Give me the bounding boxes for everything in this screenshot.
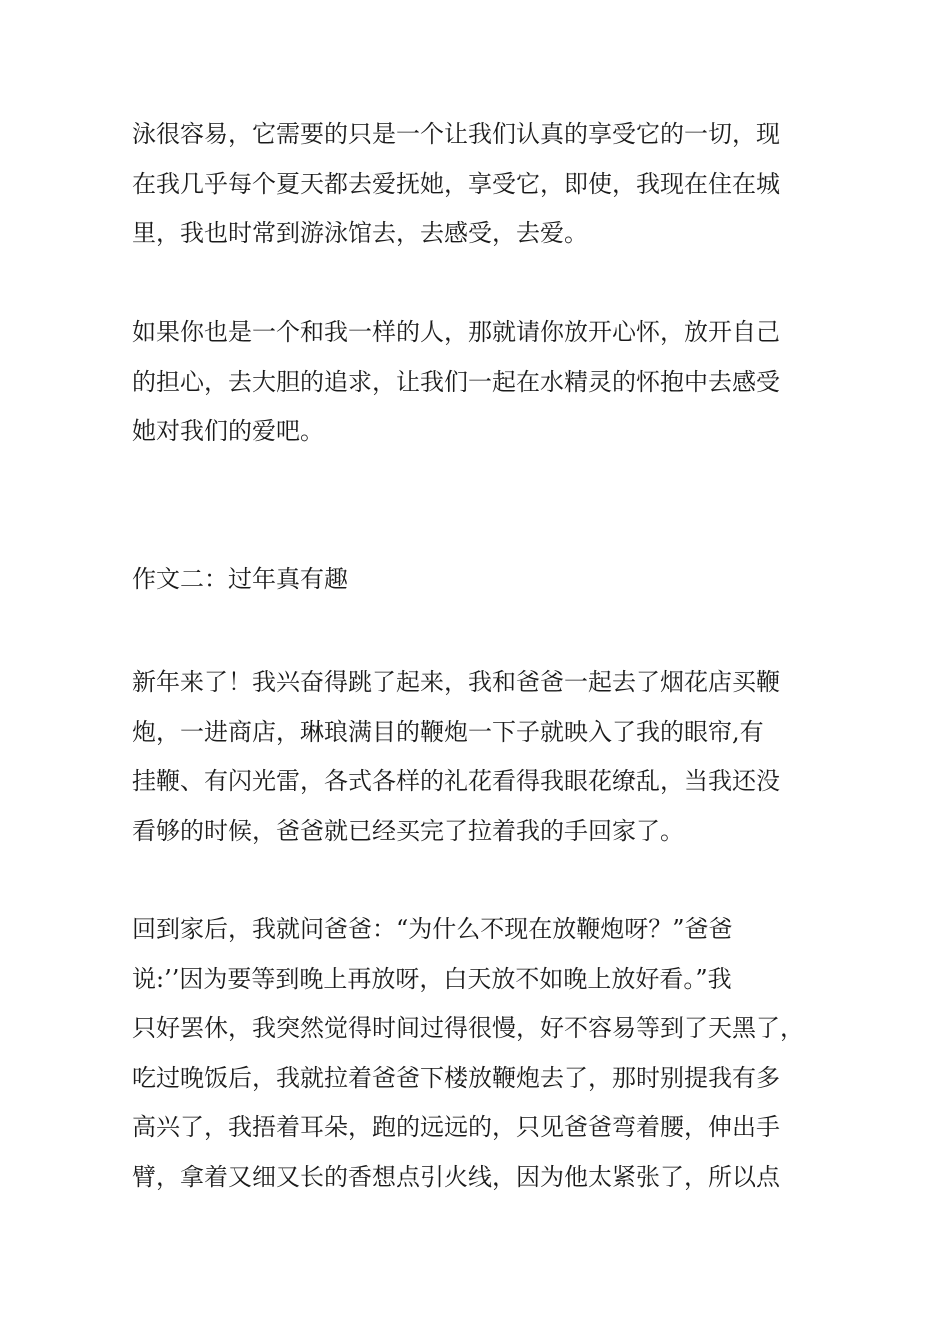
text-line: 新年来了！我兴奋得跳了起来，我和爸爸一起去了烟花店买鞭 [132, 668, 780, 696]
text-line: 回到家后，我就问爸爸：“为什么不现在放鞭炮呀？”爸爸 [132, 915, 733, 943]
text-line: 如果你也是一个和我一样的人，那就请你放开心怀，放开自己 [132, 318, 780, 346]
text-line: 只好罢休，我突然觉得时间过得很慢，好不容易等到了天黑了， [132, 1014, 804, 1042]
text-line: 看够的时候，爸爸就已经买完了拉着我的手回家了。 [132, 817, 684, 845]
text-line: 泳很容易，它需要的只是一个让我们认真的享受它的一切，现 [132, 120, 780, 148]
text-line: 在我几乎每个夏天都去爱抚她，享受它，即使，我现在住在城 [132, 170, 780, 198]
text-line: 吃过晚饭后，我就拉着爸爸下楼放鞭炮去了，那时别提我有多 [132, 1064, 780, 1092]
text-line: 的担心，去大胆的追求，让我们一起在水精灵的怀抱中去感受 [132, 368, 780, 396]
text-line: 高兴了，我捂着耳朵，跑的远远的，只见爸爸弯着腰，伸出手 [132, 1113, 780, 1141]
text-line: 挂鞭、有闪光雷，各式各样的礼花看得我眼花缭乱，当我还没 [132, 767, 780, 795]
text-line: 里，我也时常到游泳馆去，去感受，去爱。 [132, 219, 588, 247]
text-line: 炮，一进商店，琳琅满目的鞭炮一下子就映入了我的眼帘,有 [132, 718, 764, 746]
text-line: 臂，拿着又细又长的香想点引火线，因为他太紧张了，所以点 [132, 1163, 780, 1191]
text-line: 说:’’因为要等到晚上再放呀，白天放不如晚上放好看。”我 [132, 965, 732, 993]
essay-title: 作文二：过年真有趣 [132, 565, 348, 593]
text-line: 她对我们的爱吧。 [132, 417, 324, 445]
